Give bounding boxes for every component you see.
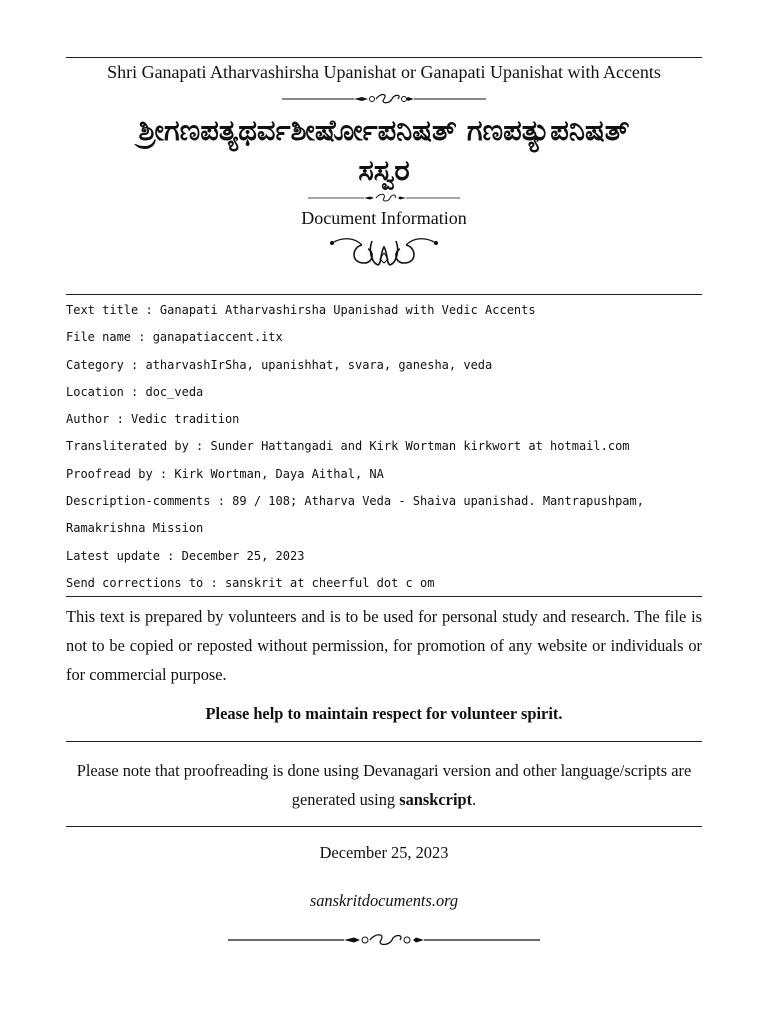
document-page: [66, 0, 702, 1024]
metadata-top-rule: [66, 294, 702, 295]
sanscript-tool-name: sanskcript: [399, 790, 473, 809]
swirl-ornament-icon: [66, 233, 702, 269]
document-information-heading: Document Information: [301, 208, 467, 228]
metadata-line: Author : Vedic tradition: [66, 412, 240, 427]
metadata-line: Ramakrishna Mission: [66, 521, 204, 536]
metadata-line: Transliterated by : Sunder Hattangadi and Kirk Wortman kirkwort at hotmail.com: [66, 439, 630, 454]
proofreading-period: .: [472, 790, 477, 809]
flourish-divider-icon: [66, 193, 702, 203]
metadata-line: Proofread by : Kirk Wortman, Daya Aithal, NA: [66, 466, 384, 481]
metadata-bottom-rule: [66, 596, 702, 597]
flourish-divider-icon: [66, 932, 702, 948]
footer-site-link[interactable]: sanskritdocuments.org: [309, 891, 459, 910]
metadata-line: Category : atharvashIrSha, upanishhat, svara, ganesha, veda: [66, 357, 493, 372]
metadata-line: File name : ganapatiaccent.itx: [66, 330, 283, 345]
title-english: Shri Ganapati Atharvashirsha Upanishat or Ganapati Upanishat with Accents: [107, 62, 661, 82]
footer-date: December 25, 2023: [319, 843, 449, 862]
proofreading-rule: [66, 826, 702, 827]
proofreading-text: Please note that proofreading is done using Devanagari version and other language/scripts are generated using: [76, 761, 692, 809]
metadata-line: Latest update : December 25, 2023: [66, 548, 305, 563]
volunteer-emphasis: Please help to maintain respect for volunteer spirit.: [205, 704, 563, 723]
flourish-divider-icon: [66, 92, 702, 106]
metadata-line: Description-comments : 89 / 108; Atharva Veda - Shaiva upanishad. Mantrapushpam,: [66, 494, 644, 509]
title-kannada-line2: ಸಸ್ವರ: [358, 153, 410, 187]
volunteer-notice: This text is prepared by volunteers and is to be used for personal study and research. The file is not to be copied or reposted without permission, for promotion of any website or individuals or for commercial purpose.: [66, 607, 702, 684]
metadata-line: Send corrections to : sanskrit at cheerful dot c om: [66, 575, 435, 590]
proofreading-note: [66, 756, 702, 814]
title-kannada: [66, 110, 702, 190]
title-kannada-line1: ಶ್ರೀಗಣಪತ್ಯಥರ್ವಶೀರ್ಷೋಪನಿಷತ್ ಗಣಪತ್ಯುಪನಿಷತ್: [138, 113, 630, 147]
metadata-line: Text title : Ganapati Atharvashirsha Upanishad with Vedic Accents: [66, 303, 536, 317]
metadata-list: [66, 301, 702, 601]
top-rule: [66, 57, 702, 58]
notice-rule: [66, 741, 702, 742]
metadata-line: Location : doc_veda: [66, 384, 204, 399]
